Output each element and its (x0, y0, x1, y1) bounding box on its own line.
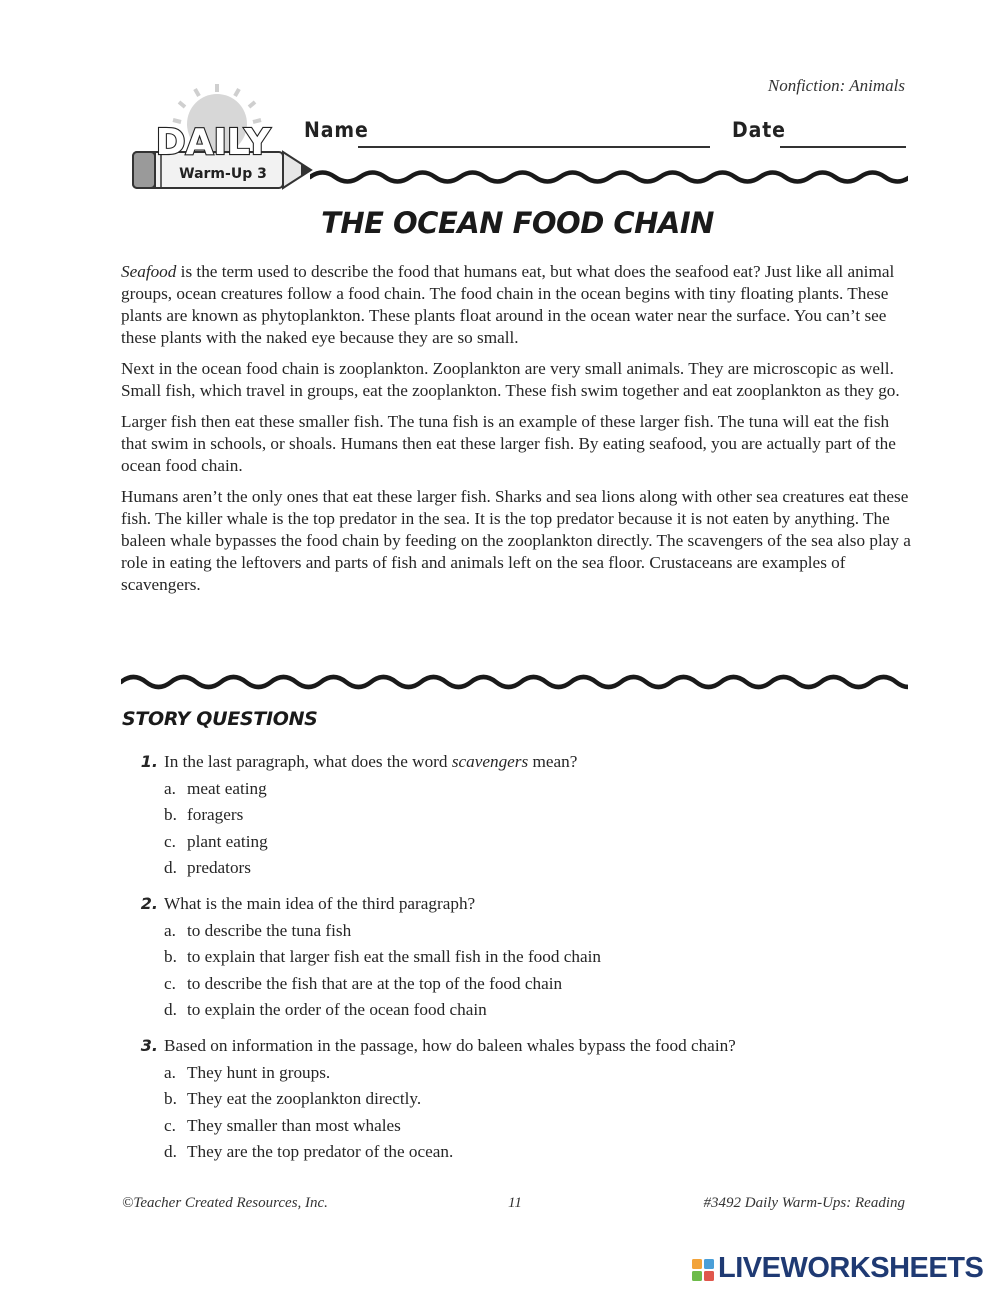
svg-text:Warm-Up 3: Warm-Up 3 (179, 166, 267, 182)
seafood-term: Seafood (121, 262, 177, 281)
paragraph-1: Seafood is the term used to describe the food that humans eat, but what does the seafood eat? Just like all animal groups, ocean creatures follow a food chain. The food chain in the ocean begins with tiny floating plants. These plants are known as phytoplankton. These plants float around in the ocean water near the surface. You can’t see these plants with the naked eye because they are so small. (121, 262, 895, 347)
name-label: Name (304, 118, 369, 142)
option-1d[interactable]: d. predators (164, 858, 251, 877)
name-field[interactable] (358, 146, 710, 148)
option-2d[interactable]: d. to explain the order of the ocean food chain (164, 1000, 487, 1019)
daily-warmup-logo (125, 82, 315, 202)
liveworksheets-brand: LIVEWORKSHEETS (718, 1252, 984, 1284)
reading-passage (121, 261, 911, 605)
question-text: What is the main idea of the third paragraph? (164, 894, 476, 913)
story-questions-heading: STORY QUESTIONS (122, 708, 318, 730)
wave-divider-top (310, 164, 908, 190)
question-text: In the last paragraph, what does the word scavengers mean? (164, 752, 578, 771)
wave-divider-middle (121, 668, 908, 696)
option-2a[interactable]: a. to describe the tuna fish (164, 920, 352, 940)
footer-copyright: ©Teacher Created Resources, Inc. (122, 1195, 328, 1211)
question-text: Based on information in the passage, how do baleen whales bypass the food chain? (164, 1036, 736, 1055)
option-2b[interactable]: b. to explain that larger fish eat the small fish in the food chain (164, 947, 601, 966)
question-number: 2. (140, 894, 158, 913)
paragraph-3: Larger fish then eat these smaller fish. The tuna fish is an example of these larger fish. The tuna will eat the fish that swim in schools, or shoals. Humans then eat these larger fish. By eating seafood, you are actually part of the ocean food chain. (121, 412, 896, 475)
option-2c[interactable]: c. to describe the fish that are at the top of the food chain (164, 973, 563, 993)
date-label: Date (732, 118, 786, 142)
paragraph-4: Humans aren’t the only ones that eat these larger fish. Sharks and sea lions along with other sea creatures eat these fish. The killer whale is the top predator in the sea. It is the top predator because it is not eaten by anything. The baleen whale bypasses the food chain by feeding on the zooplankton directly. The scavengers of the sea also play a role in eating the leftovers and parts of fish and animals left on the sea floor. Crustaceans are examples of scavengers. (121, 487, 911, 594)
footer-page-number: 11 (508, 1195, 522, 1211)
paragraph-2: Next in the ocean food chain is zooplankton. Zooplankton are very small animals. They are microscopic as well. Small fish, which travel in groups, eat the zooplankton. These fish swim together and eat zooplankton as they go. (121, 359, 900, 400)
option-3a[interactable]: a. They hunt in groups. (164, 1062, 331, 1082)
page-title: THE OCEAN FOOD CHAIN (321, 206, 714, 240)
footer-book-title: #3492 Daily Warm-Ups: Reading (703, 1195, 905, 1211)
option-3c[interactable]: c. They smaller than most whales (164, 1115, 401, 1135)
category-label: Nonfiction: Animals (767, 76, 905, 95)
date-field[interactable] (780, 146, 906, 148)
liveworksheets-logo-icon (692, 1259, 714, 1281)
option-1b[interactable]: b. foragers (164, 805, 244, 824)
question-number: 3. (140, 1036, 158, 1055)
option-1c[interactable]: c. plant eating (164, 831, 268, 851)
option-1a[interactable]: a. meat eating (164, 778, 267, 798)
svg-text:DAILY: DAILY (155, 122, 271, 163)
option-3d[interactable]: d. They are the top predator of the ocean. (164, 1142, 454, 1161)
question-number: 1. (140, 752, 158, 771)
option-3b[interactable]: b. They eat the zooplankton directly. (164, 1089, 422, 1108)
